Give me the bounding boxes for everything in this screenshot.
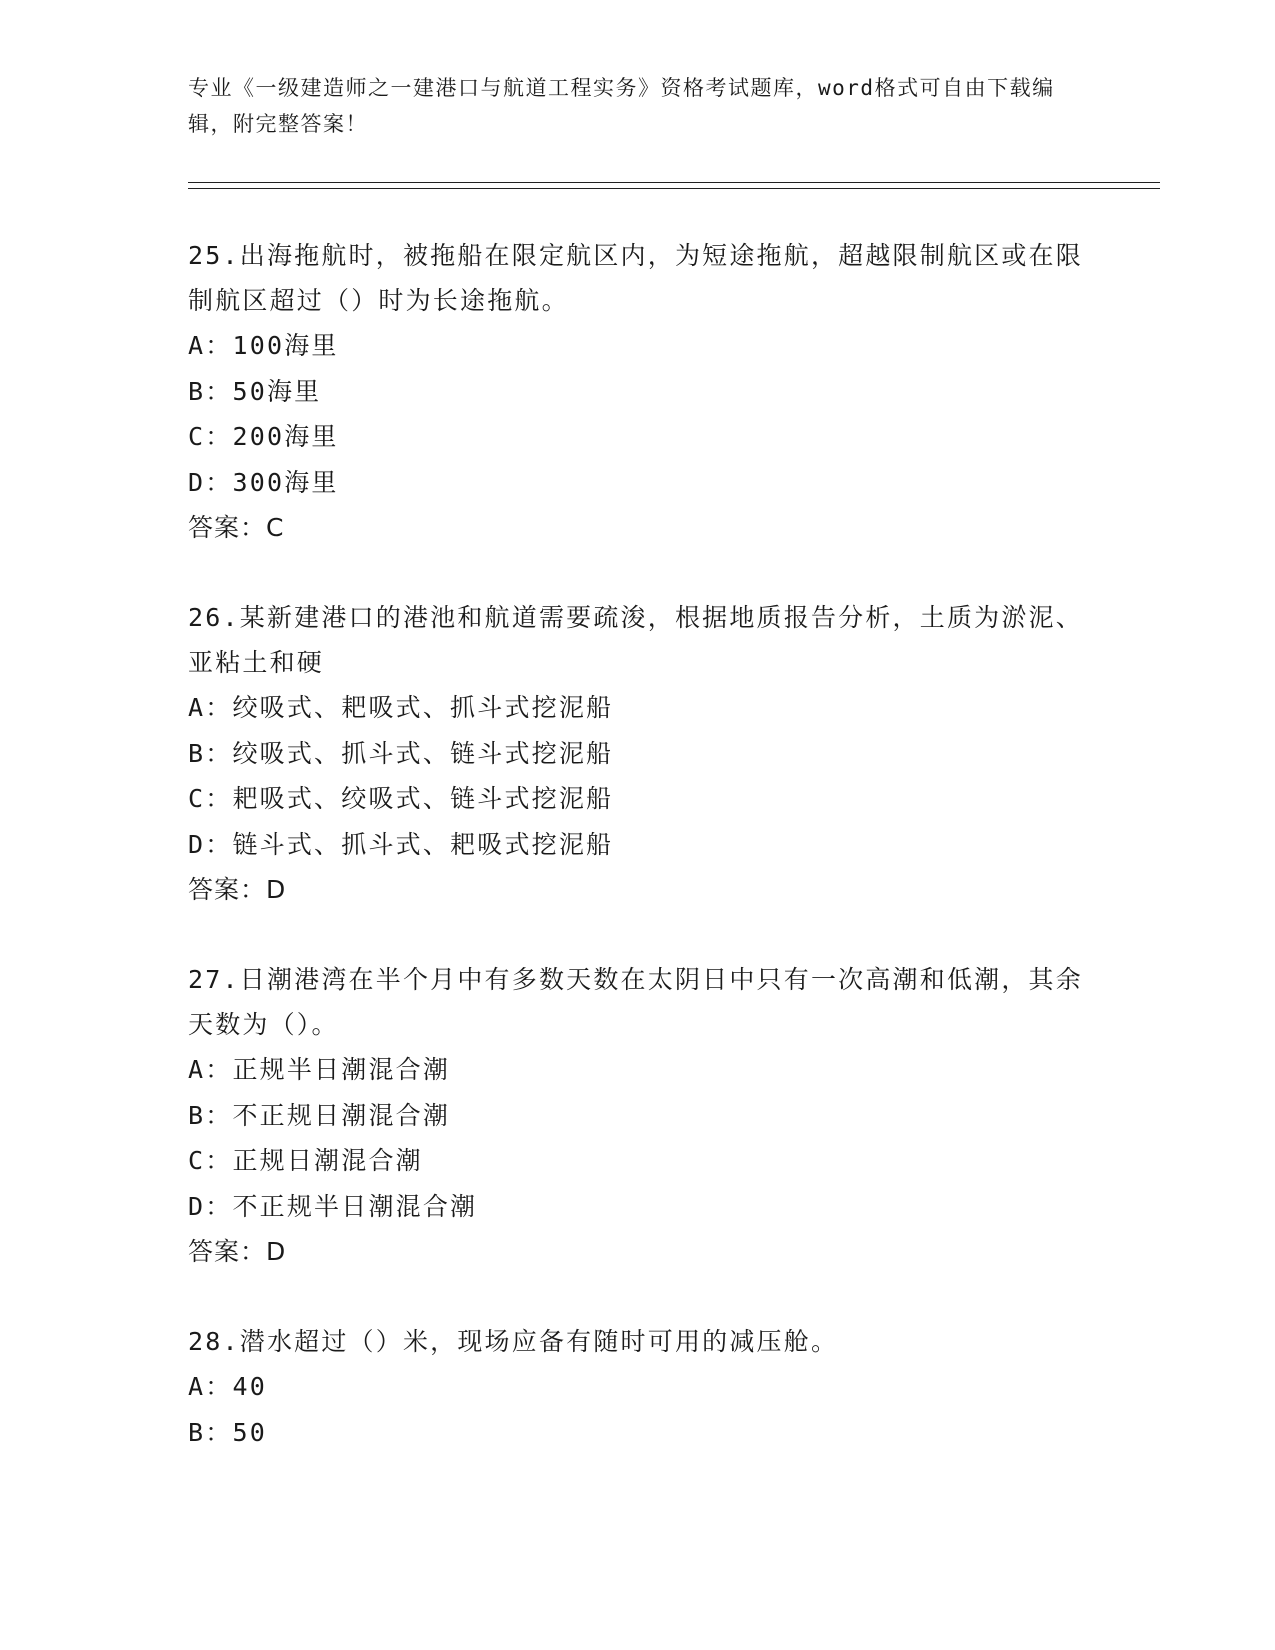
document-header: 专业《一级建造师之一建港口与航道工程实务》资格考试题库，word格式可自由下载编辑，附完整答案！ (188, 76, 1055, 136)
option-b: B：绞吸式、抓斗式、链斗式挖泥船 (188, 738, 614, 768)
header-divider (188, 182, 1160, 189)
option-c: C：耙吸式、绞吸式、链斗式挖泥船 (188, 784, 614, 813)
question-28 (188, 1319, 1128, 1455)
question-text: 25.出海拖航时，被拖船在限定航区内，为短途拖航，超越限制航区或在限制航区超过（）时为长途拖航。 (188, 241, 1083, 315)
option-a: A：正规半日潮混合潮 (188, 1055, 451, 1084)
answer: 答案：D (188, 875, 287, 904)
option-c: C：200海里 (188, 422, 339, 451)
option-b: B：50 (188, 1417, 267, 1447)
option-c: C：正规日潮混合潮 (188, 1146, 423, 1175)
question-text: 28.潜水超过（）米，现场应备有随时可用的减压舱。 (188, 1327, 839, 1356)
option-a: A：40 (188, 1372, 267, 1401)
document-page (188, 70, 1128, 1455)
question-26 (188, 595, 1128, 913)
question-text: 27.日潮港湾在半个月中有多数天数在太阴日中只有一次高潮和低潮，其余天数为（）。 (188, 965, 1083, 1039)
question-25 (188, 233, 1128, 551)
option-a: A：绞吸式、耙吸式、抓斗式挖泥船 (188, 693, 614, 722)
question-text: 26.某新建港口的港池和航道需要疏浚，根据地质报告分析，土质为淤泥、亚粘土和硬 (188, 603, 1083, 677)
question-27 (188, 957, 1128, 1275)
answer: 答案：D (188, 1237, 287, 1266)
option-b: B：50海里 (188, 376, 322, 406)
option-b: B：不正规日潮混合潮 (188, 1100, 451, 1130)
option-a: A：100海里 (188, 331, 339, 360)
option-d: D：300海里 (188, 467, 339, 497)
option-d: D：不正规半日潮混合潮 (188, 1191, 478, 1221)
answer: 答案：C (188, 513, 285, 542)
option-d: D：链斗式、抓斗式、耙吸式挖泥船 (188, 829, 614, 859)
